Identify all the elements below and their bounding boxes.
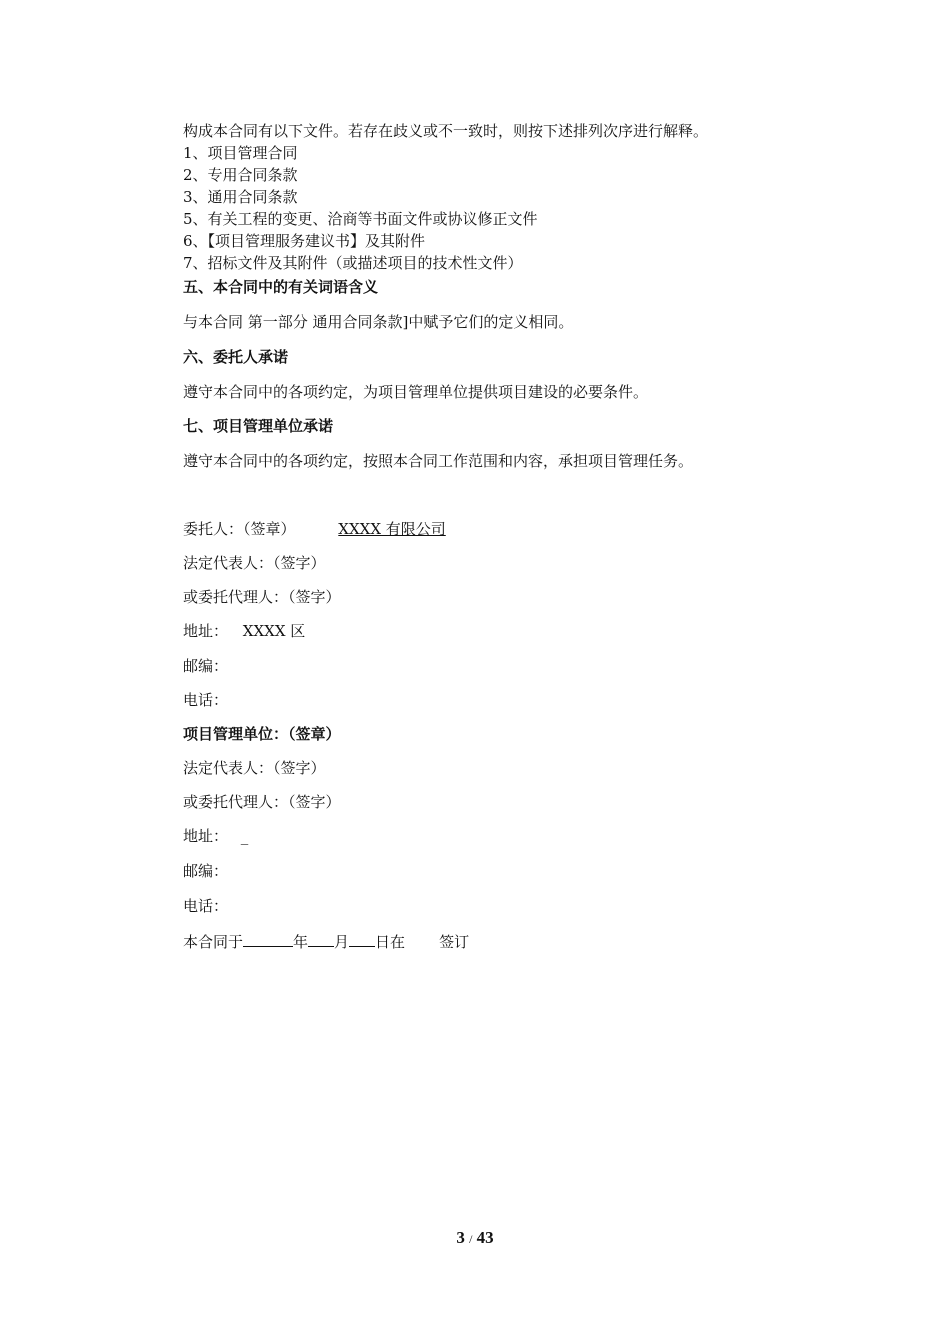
page-number [0,1228,950,1248]
signing-year: 年 [293,933,309,951]
doc-list-item: 7、招标文件及其附件（或描述项目的技术性文件） [183,254,523,272]
client-label: 委托人：（签章） [183,520,296,538]
client-address-value: XXXX 区 [242,622,306,640]
signing-day: 日在 [375,933,406,951]
total-pages: 43 [476,1228,494,1247]
month-blank [308,930,334,947]
client-phone: 电话： [183,691,229,709]
day-blank [349,930,375,947]
section-6-heading: 六、委托人承诺 [183,348,289,366]
section-6-body: 遵守本合同中的各项约定，为项目管理单位提供项目建设的必要条件。 [183,383,649,401]
signing-suffix: 签订 [439,933,470,951]
signing-prefix: 本合同于 [183,933,244,951]
client-address-line [183,621,305,641]
section-5-heading: 五、本合同中的有关词语含义 [183,278,379,296]
client-company: XXXX 有限公司 [338,520,446,538]
current-page: 3 [456,1228,465,1247]
page-separator: / [469,1232,473,1246]
intro-text: 构成本合同有以下文件。若存在歧义或不一致时，则按下述排列次序进行解释。 [183,122,709,140]
manager-sign-line: 项目管理单位：（签章） [183,725,341,743]
doc-list-item: 3、通用合同条款 [183,188,298,206]
manager-legal-rep: 法定代表人：（签字） [183,759,326,777]
doc-list-item: 1、项目管理合同 [183,144,298,162]
doc-list-item: 6、【项目管理服务建议书】及其附件 [183,232,426,250]
section-7-heading: 七、项目管理单位承诺 [183,417,334,435]
manager-address-line [183,826,248,846]
client-address-label: 地址： [183,622,229,640]
signing-month: 月 [334,933,350,951]
doc-list-item: 2、专用合同条款 [183,166,298,184]
manager-phone: 电话： [183,897,229,915]
manager-address-value: _ [240,827,249,845]
section-7-body: 遵守本合同中的各项约定，按照本合同工作范围和内容，承担项目管理任务。 [183,452,694,470]
client-sign-line [183,519,446,539]
client-postcode: 邮编： [183,657,229,675]
doc-list-item: 5、有关工程的变更、洽商等书面文件或协议修正文件 [183,210,538,228]
manager-postcode: 邮编： [183,862,229,880]
manager-agent: 或委托代理人：（签字） [183,793,341,811]
client-legal-rep: 法定代表人：（签字） [183,554,326,572]
signing-date-line [183,930,469,952]
section-5-body: 与本合同 第一部分 通用合同条款]中赋予它们的定义相同。 [183,313,574,331]
client-agent: 或委托代理人：（签字） [183,588,341,606]
year-blank [243,930,293,947]
manager-address-label: 地址： [183,827,229,845]
